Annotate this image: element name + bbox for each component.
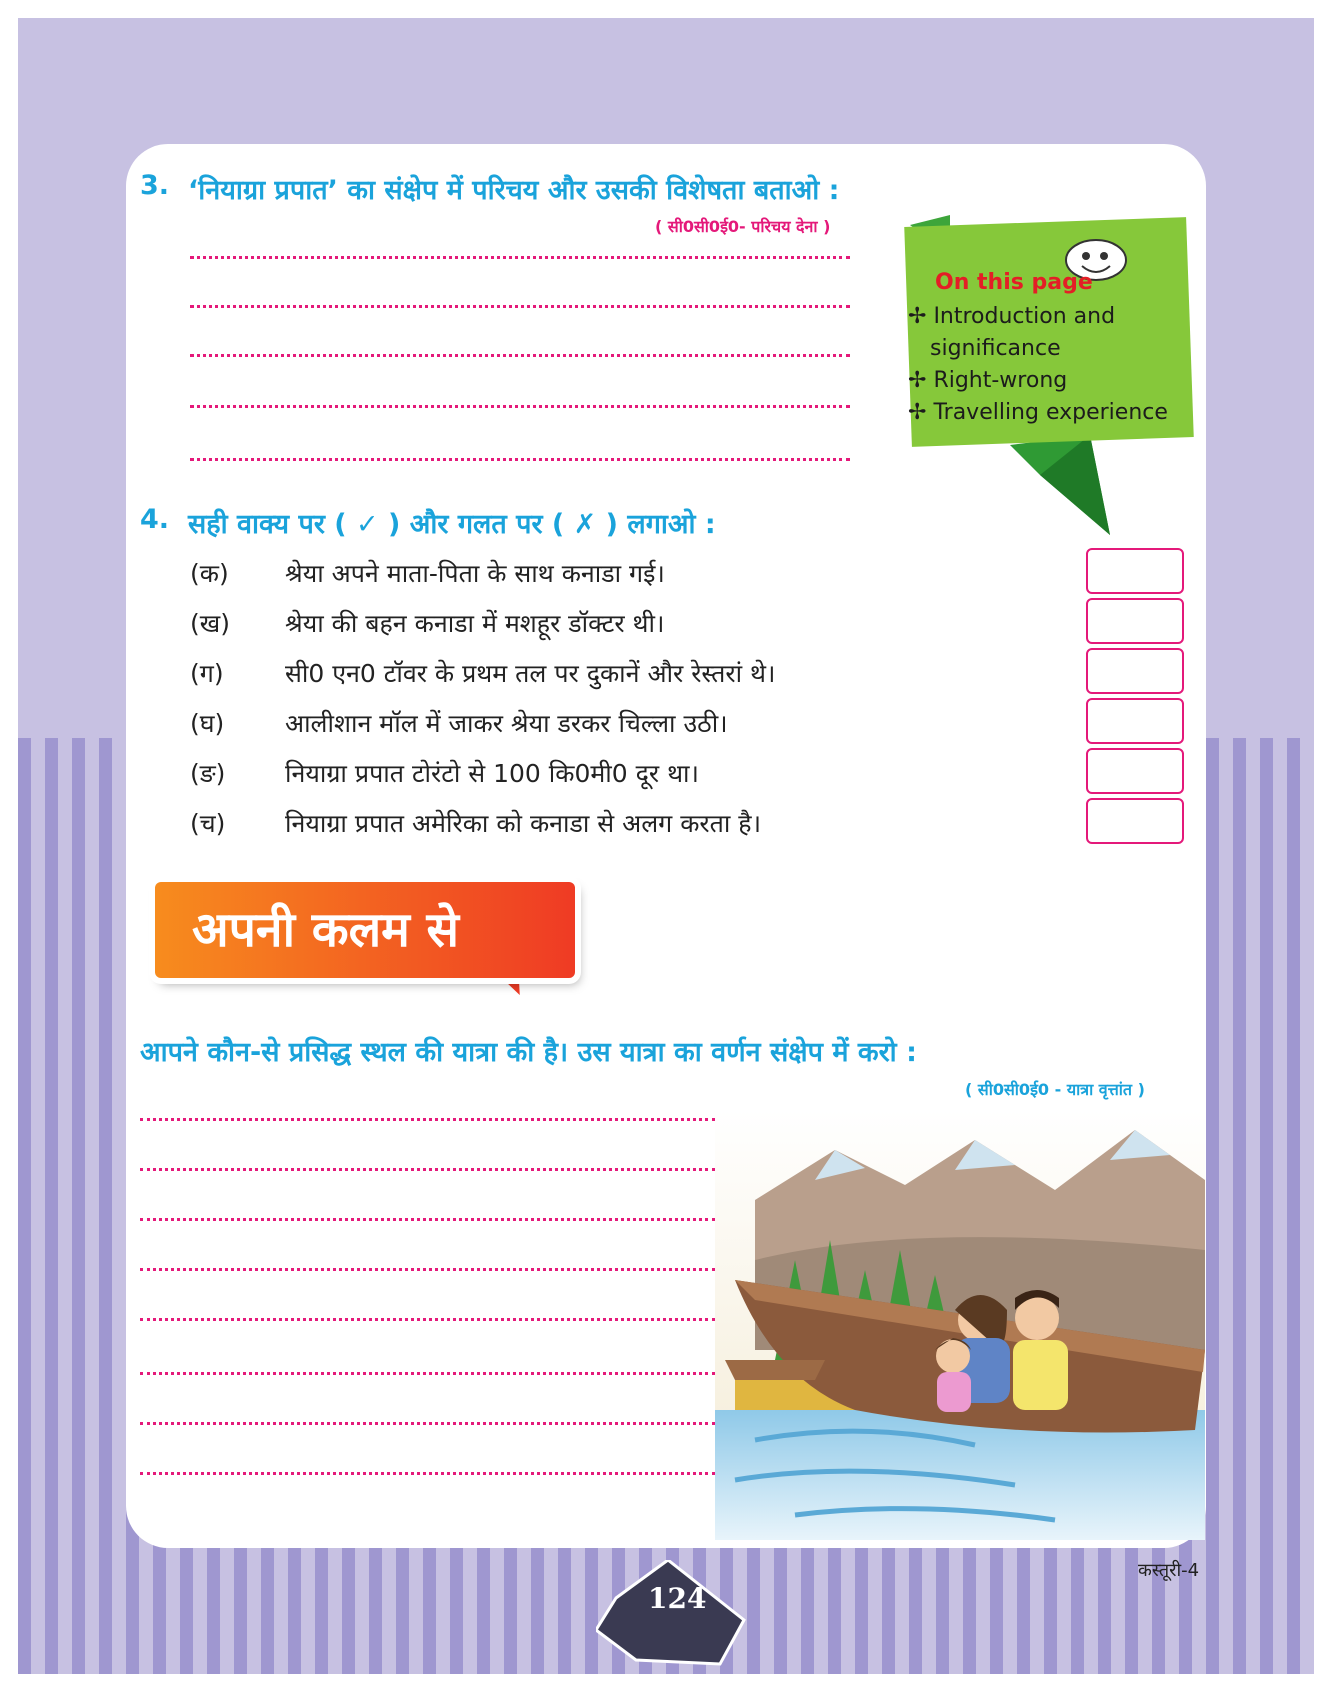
question-4-number: 4. — [140, 504, 170, 535]
answer-line[interactable] — [140, 1168, 715, 1171]
bullet-icon: ✢ — [908, 400, 927, 425]
answer-line[interactable] — [140, 1318, 715, 1321]
answer-box[interactable] — [1086, 748, 1184, 794]
answer-line[interactable] — [190, 256, 850, 259]
bullet-icon: ✢ — [908, 304, 927, 329]
question-5-tag: ( सी0सी0ई0 - यात्रा वृत्तांत ) — [965, 1080, 1145, 1099]
statement-row: (क) श्रेया अपने माता-पिता के साथ कनाडा गई। — [190, 559, 665, 588]
question-4-text: सही वाक्य पर ( ✓ ) और गलत पर ( ✗ ) लगाओ : — [188, 509, 716, 540]
question-3-tag: ( सी0सी0ई0- परिचय देना ) — [655, 217, 831, 236]
note-title: On this page — [935, 270, 1093, 295]
answer-line[interactable] — [140, 1118, 715, 1121]
note-item: ✢ Travelling experience — [908, 400, 1168, 425]
statement-row: (घ) आलीशान मॉल में जाकर श्रेया डरकर चिल्ला उठी। — [190, 709, 728, 738]
note-item: ✢ Right-wrong — [908, 368, 1068, 393]
answer-line[interactable] — [190, 458, 850, 461]
bullet-icon: ✢ — [908, 368, 927, 393]
note-item: ✢ Introduction and — [908, 304, 1116, 329]
answer-line[interactable] — [140, 1268, 715, 1271]
statement-row: (ङ) नियाग्रा प्रपात टोरंटो से 100 कि0मी0 दूर था। — [190, 759, 700, 788]
answer-box[interactable] — [1086, 798, 1184, 844]
answer-box[interactable] — [1086, 698, 1184, 744]
answer-line[interactable] — [140, 1218, 715, 1221]
section-banner-title: अपनी कलम से — [192, 902, 459, 958]
answer-line[interactable] — [190, 405, 850, 408]
book-name: कस्तूरी-4 — [1138, 1560, 1200, 1581]
answer-line[interactable] — [140, 1472, 715, 1475]
family-boat-illustration — [715, 1110, 1205, 1540]
answer-line[interactable] — [190, 305, 850, 308]
statement-row: (ख) श्रेया की बहन कनाडा में मशहूर डॉक्टर थी। — [190, 609, 665, 638]
page-number: 124 — [648, 1582, 707, 1615]
question-5-text: आपने कौन-से प्रसिद्ध स्थल की यात्रा की है। उस यात्रा का वर्णन संक्षेप में करो : — [140, 1037, 917, 1068]
answer-line[interactable] — [140, 1372, 715, 1375]
answer-box[interactable] — [1086, 648, 1184, 694]
question-3-text: ‘नियाग्रा प्रपात’ का संक्षेप में परिचय और उसकी विशेषता बताओ : — [188, 175, 840, 206]
answer-line[interactable] — [190, 354, 850, 357]
answer-box[interactable] — [1086, 598, 1184, 644]
note-item: significance — [930, 336, 1061, 361]
statement-row: (ग) सी0 एन0 टॉवर के प्रथम तल पर दुकानें और रेस्तरां थे। — [190, 659, 776, 688]
answer-box[interactable] — [1086, 548, 1184, 594]
statement-row: (च) नियाग्रा प्रपात अमेरिका को कनाडा से अलग करता है। — [190, 809, 762, 838]
answer-line[interactable] — [140, 1422, 715, 1425]
question-3-number: 3. — [140, 170, 170, 201]
